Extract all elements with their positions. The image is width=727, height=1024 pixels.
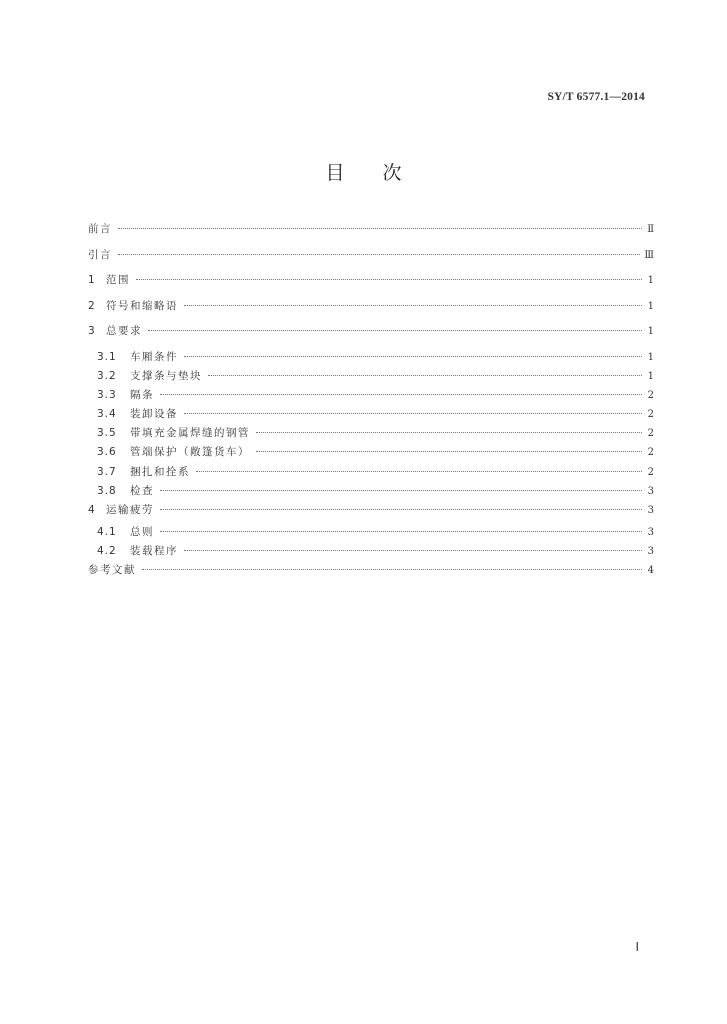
dot-leader [160,394,642,395]
dot-leader [118,228,642,229]
toc-entry-title: 检查 [130,484,154,497]
toc-entry-page: Ⅱ [647,224,654,235]
toc-entry-title: 捆扎和拴系 [130,465,190,478]
toc-entry-page: 2 [647,466,654,478]
toc-entry-number: 2 [88,299,96,312]
toc-entry-4-1[interactable] [88,524,654,543]
toc-entry-number: 4 [88,504,96,516]
toc-entry-number: 3.3 [97,388,117,401]
toc-entry-title: 装卸设备 [130,408,178,421]
toc-entry-3-2[interactable] [88,368,654,387]
toc-entry-title: 管端保护（敞篷货车） [130,446,250,459]
toc-entry-number: 3.1 [97,350,117,363]
toc-entry-page: 3 [647,485,654,497]
toc-entry-3-7[interactable] [88,464,654,483]
toc-entry-title: 总要求 [106,325,142,337]
toc-entry-title: 装载程序 [130,545,178,558]
toc-entry-page: 2 [647,389,654,401]
toc-entry-number: 4.1 [97,526,117,538]
toc-entry-title: 范围 [106,274,130,286]
toc-entry-1[interactable] [88,272,654,298]
toc-entry-4[interactable] [88,502,654,524]
dot-leader [184,413,642,414]
toc-entry-3-6[interactable] [88,444,654,463]
toc-entry-number: 3.8 [97,484,117,497]
dot-leader [184,305,642,306]
toc-entry-page: 1 [647,275,654,286]
toc-entry-title: 参考文献 [88,564,136,577]
toc-entry-number: 3.2 [97,369,117,382]
toc-entry-title: 带填充金属焊缝的钢管 [130,427,250,440]
toc-entry-4-2[interactable] [88,543,654,562]
dot-leader [184,356,642,357]
toc-entry-title: 总则 [130,526,154,538]
dot-leader [160,490,642,491]
toc-entry-title: 支撑条与垫块 [130,369,202,382]
toc-entry-3-3[interactable] [88,387,654,406]
toc-entry-title: 运输疲劳 [106,504,154,516]
toc-entry-page: 3 [647,546,654,558]
toc-title-char-1: 目 [325,162,345,184]
dot-leader [196,471,642,472]
toc-entry-title: 符号和缩略语 [106,299,178,312]
toc-entry-number: 3.4 [97,408,117,421]
toc-entry-page: Ⅲ [644,249,654,261]
dot-leader [118,254,640,255]
dot-leader [256,432,642,433]
toc-entry-page: 1 [647,326,654,337]
dot-leader [160,509,642,510]
dot-leader [160,531,642,532]
toc-entry-number: 4.2 [97,545,117,558]
toc-entry-3-5[interactable] [88,425,654,444]
toc-entry-number: 3 [88,325,96,337]
toc-entry-3-4[interactable] [88,406,654,425]
toc-entry-page: 2 [647,409,654,421]
dot-leader [148,330,642,331]
toc-entry-2[interactable] [88,298,654,324]
dot-leader [184,550,642,551]
table-of-contents [88,221,654,583]
page-number: Ⅰ [635,940,639,954]
dot-leader [142,569,642,570]
toc-entry-title: 引言 [88,248,112,261]
standard-code: SY/T 6577.1—2014 [547,91,645,103]
dot-leader [136,279,642,280]
dot-leader [208,375,642,376]
dot-leader [256,451,642,452]
toc-entry-3[interactable] [88,323,654,349]
toc-entry-number: 1 [88,274,96,286]
toc-entry-bibliography[interactable] [88,562,654,583]
toc-entry-page: 3 [647,527,654,538]
toc-entry-page: 1 [647,370,654,382]
toc-entry-title: 隔条 [130,388,154,401]
toc-entry-page: 3 [647,505,654,516]
toc-entry-number: 3.6 [97,446,117,459]
toc-entry-foreword[interactable] [88,221,654,247]
toc-entry-3-1[interactable] [88,349,654,368]
toc-entry-page: 4 [647,565,654,577]
toc-entry-number: 3.5 [97,427,117,440]
toc-entry-title: 车厢条件 [130,350,178,363]
toc-title [0,158,727,185]
toc-entry-page: 1 [647,351,654,363]
toc-title-char-2: 次 [382,162,402,184]
toc-entry-page: 2 [647,428,654,440]
toc-entry-title: 前言 [88,223,112,235]
toc-entry-page: 2 [647,447,654,459]
toc-entry-page: 1 [647,300,654,312]
toc-entry-introduction[interactable] [88,247,654,273]
toc-entry-3-8[interactable] [88,483,654,502]
toc-entry-number: 3.7 [97,465,117,478]
